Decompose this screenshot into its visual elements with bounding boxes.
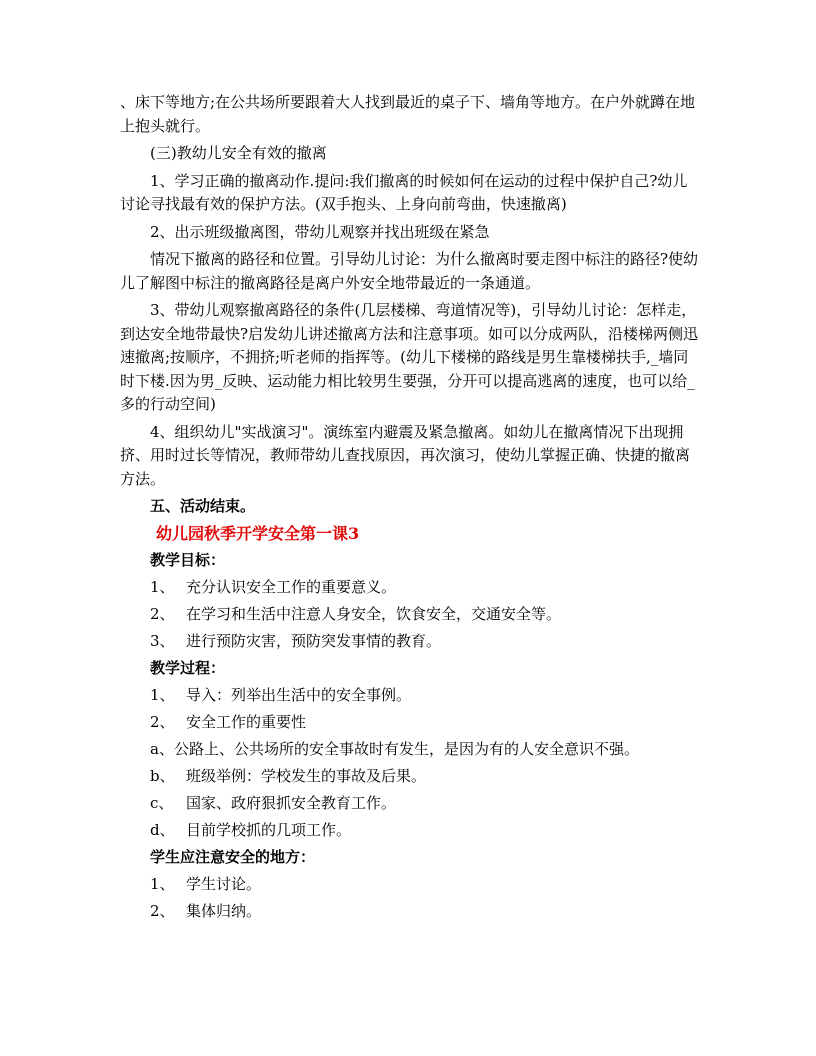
goal-text: 充分认识安全工作的重要意义。	[186, 578, 397, 596]
places-item	[120, 898, 700, 925]
process-number: 1、	[150, 686, 175, 704]
subitem-letter: c、	[150, 794, 174, 812]
process-text: 导入：列举出生活中的安全事例。	[186, 686, 412, 704]
subitem-a: a、公路上、公共场所的安全事故时有发生，是因为有的人安全意识不强。	[150, 740, 639, 758]
goal-item	[120, 574, 700, 601]
goal-text: 进行预防灾害，预防突发事情的教育。	[186, 632, 442, 650]
subitem-letter: b、	[150, 767, 175, 785]
subitem-letter: d、	[150, 821, 175, 839]
step-4: 4、组织幼儿"实战演习"。演练室内避震及紧急撤离。如幼儿在撤离情况下出现拥挤、用时过长等情况，教师带幼儿查找原因，再次演习，使幼儿掌握正确、快捷的撤离方法。	[120, 422, 691, 488]
subitem	[120, 817, 700, 844]
step-3: 3、带幼儿观察撤离路径的条件(几层楼梯、弯道情况等)，引导幼儿讨论：怎样走，到达安全地带最快?启发幼儿讲述撤离方法和注意事项。如可以分成两队，沿楼梯两侧迅速撤离;按顺序，不拥挤;听老师的指挥等。(幼儿下楼梯的路线是男生靠楼梯扶手,_墙同时下楼.因为男_反映、运动能力相比较男生要强，分开可以提高逃离的速度，也可以给_多的行动空间)	[120, 301, 699, 413]
goal-number: 3、	[150, 632, 175, 650]
subitem-text: 班级举例：学校发生的事故及后果。	[186, 767, 427, 785]
subitem	[120, 763, 700, 790]
places-text: 集体归纳。	[186, 902, 262, 920]
goal-item	[120, 628, 700, 655]
goal-item	[120, 601, 700, 628]
process-text: 安全工作的重要性	[186, 713, 307, 731]
process-heading: 教学过程：	[150, 659, 226, 677]
heading-activity-end: 五、活动结束。	[150, 497, 256, 515]
process-number: 2、	[150, 713, 175, 731]
step-2-first-line: 2、出示班级撤离图，带幼儿观察并找出班级在紧急	[150, 222, 490, 241]
places-heading: 学生应注意安全的地方：	[150, 848, 316, 866]
step-1: 1、学习正确的撤离动作.提问:我们撤离的时候如何在运动的过程中保护自己?幼儿讨论寻找最有效的保护方法。(双手抱头、上身向前弯曲，快速撤离)	[120, 171, 688, 213]
process-item	[120, 709, 700, 736]
step-2-continued: 情况下撤离的路径和位置。引导幼儿讨论：为什么撤离时要走图中标注的路径?使幼儿了解图中标注的撤离路径是离户外安全地带最近的一条通道。	[120, 250, 699, 292]
subitem	[120, 790, 700, 817]
paragraph-continued: 、床下等地方;在公共场所要跟着大人找到最近的桌子下、墙角等地方。在户外就蹲在地上抱头就行。	[120, 93, 696, 135]
goal-text: 在学习和生活中注意人身安全，饮食安全，交通安全等。	[186, 605, 562, 623]
subitem-text: 国家、政府狠抓安全教育工作。	[186, 794, 397, 812]
goals-heading: 教学目标：	[150, 551, 226, 569]
goal-number: 2、	[150, 605, 175, 623]
subitem-text: 目前学校抓的几项工作。	[186, 821, 352, 839]
process-item	[120, 682, 700, 709]
places-text: 学生讨论。	[186, 875, 262, 893]
document-body	[120, 91, 700, 925]
lesson-title: 幼儿园秋季开学安全第一课3	[156, 524, 360, 543]
subheading-evacuation: (三)教幼儿安全有效的撤离	[150, 144, 327, 162]
goal-number: 1、	[150, 578, 175, 596]
places-number: 2、	[150, 902, 175, 920]
places-item	[120, 871, 700, 898]
places-number: 1、	[150, 875, 175, 893]
